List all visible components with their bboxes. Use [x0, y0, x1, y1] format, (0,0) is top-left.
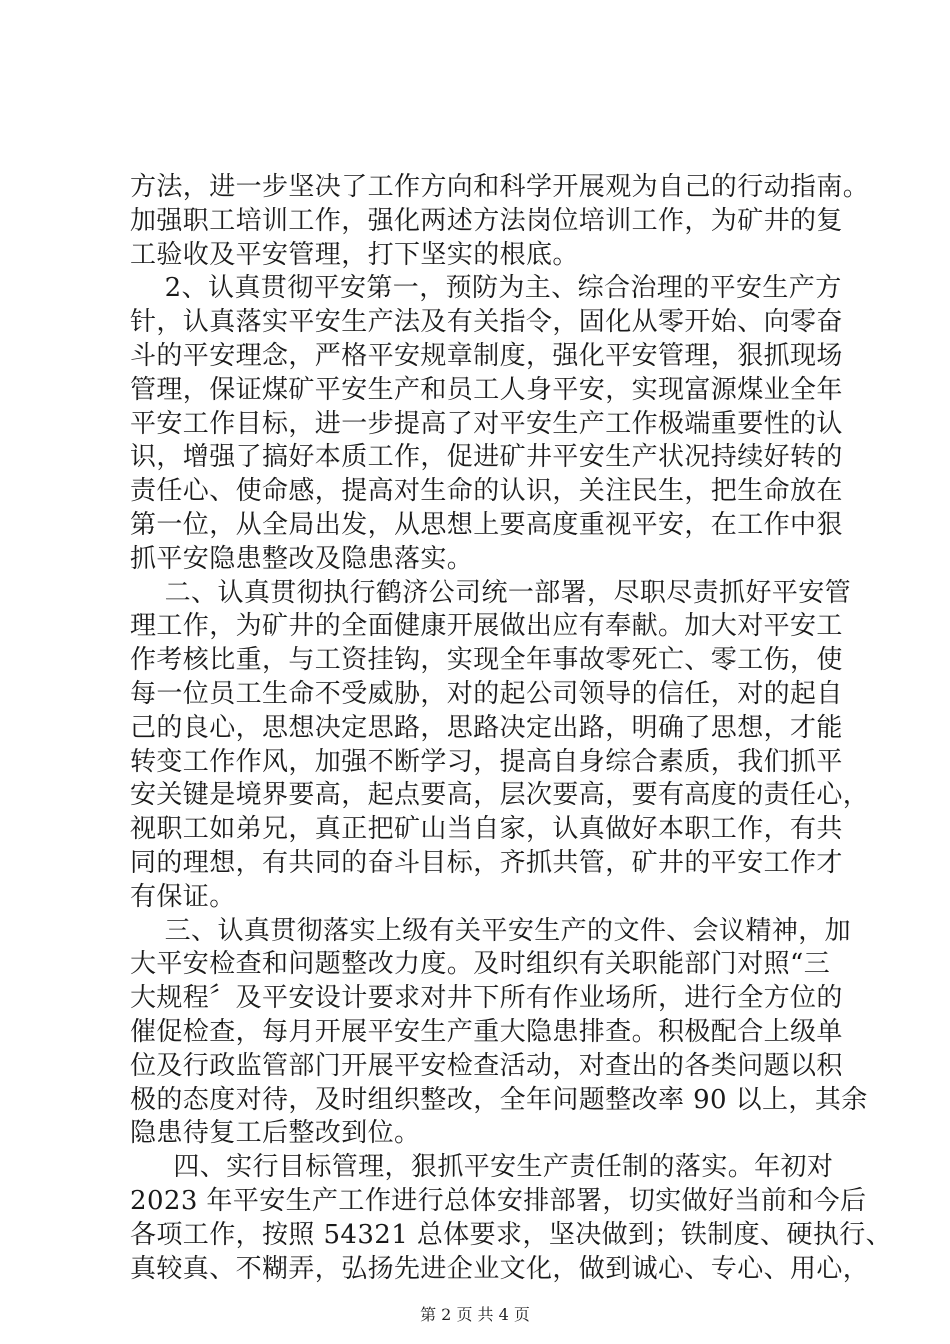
text-line: 工验收及平安管理，打下坚实的根底。 — [130, 239, 579, 270]
text-line: 位及行政监管部门开展平安检查活动，对查出的各类问题以积 — [130, 1050, 843, 1081]
text-line: 2023 年平安生产工作进行总体安排部署，切实做好当前和今后 — [130, 1185, 867, 1216]
text-line: 大平安检查和问题整改力度。及时组织有关职能部门对照“三 — [130, 949, 831, 980]
text-line: 理工作，为矿井的全面健康开展做出应有奉献。加大对平安工 — [130, 611, 843, 642]
text-line: 同的理想，有共同的奋斗目标，齐抓共管，矿井的平安工作才 — [130, 847, 843, 878]
text-line: 第一位，从全局出发，从思想上要高度重视平安，在工作中狠 — [130, 509, 843, 540]
text-line: 安关键是境界要高，起点要高，层次要高，要有高度的责任心， — [130, 780, 870, 811]
text-line: 2、认真贯彻平安第一，预防为主、综合治理的平安生产方 — [130, 273, 842, 304]
body-text — [130, 171, 893, 1286]
text-line: 识，增强了搞好本质工作，促进矿井平安生产状况持续好转的 — [130, 442, 843, 473]
text-line: 真较真、不糊弄，弘扬先进企业文化，做到诚心、专心、用心， — [130, 1253, 870, 1284]
text-line: 责任心、使命感，提高对生命的认识，关注民生，把生命放在 — [130, 476, 843, 507]
text-line: 四、实行目标管理，狠抓平安生产责任制的落实。年初对 — [130, 1152, 834, 1183]
text-line: 每一位员工生命不受威胁，对的起公司领导的信任，对的起自 — [130, 678, 843, 709]
text-line: 己的良心，思想决定思路，思路决定出路，明确了思想，才能 — [130, 712, 843, 743]
text-line: 有保证。 — [130, 881, 236, 912]
text-line: 方法，进一步坚决了工作方向和科学开展观为自己的行动指南。 — [130, 172, 870, 202]
text-line: 各项工作，按照 54321 总体要求，坚决做到；铁制度、硬执行、 — [130, 1219, 893, 1250]
text-line: 加强职工培训工作，强化两述方法岗位培训工作，为矿井的复 — [130, 205, 843, 236]
text-line: 平安工作目标，进一步提高了对平安生产工作极端重要性的认 — [130, 408, 843, 439]
text-line: 视职工如弟兄，真正把矿山当自家，认真做好本职工作，有共 — [130, 814, 843, 845]
text-line: 极的态度对待，及时组织整改，全年问题整改率 90 以上，其余 — [130, 1084, 868, 1115]
text-line: 三、认真贯彻落实上级有关平安生产的文件、会议精神，加 — [130, 915, 852, 946]
text-line: 作考核比重，与工资挂钩，实现全年事故零死亡、零工伤，使 — [130, 645, 843, 676]
text-line: 转变工作作风，加强不断学习，提高自身综合素质，我们抓平 — [130, 746, 843, 777]
text-line: 斗的平安理念，严格平安规章制度，强化平安管理，狠抓现场 — [130, 340, 843, 371]
page-footer: 第 2 页 共 4 页 — [420, 1305, 530, 1324]
text-line: 管理，保证煤矿平安生产和员工人身平安，实现富源煤业全年 — [130, 374, 843, 405]
text-line: 隐患待复工后整改到位。 — [130, 1118, 421, 1149]
text-line: 针，认真落实平安生产法及有关指令，固化从零开始、向零奋 — [130, 307, 843, 338]
text-line: 二、认真贯彻执行鹤济公司统一部署，尽职尽责抓好平安管 — [130, 577, 852, 608]
text-line: 大规程〞及平安设计要求对井下所有作业场所，进行全方位的 — [130, 983, 843, 1014]
text-line: 催促检查，每月开展平安生产重大隐患排查。积极配合上级单 — [130, 1016, 843, 1047]
text-line: 抓平安隐患整改及隐患落实。 — [130, 543, 474, 574]
